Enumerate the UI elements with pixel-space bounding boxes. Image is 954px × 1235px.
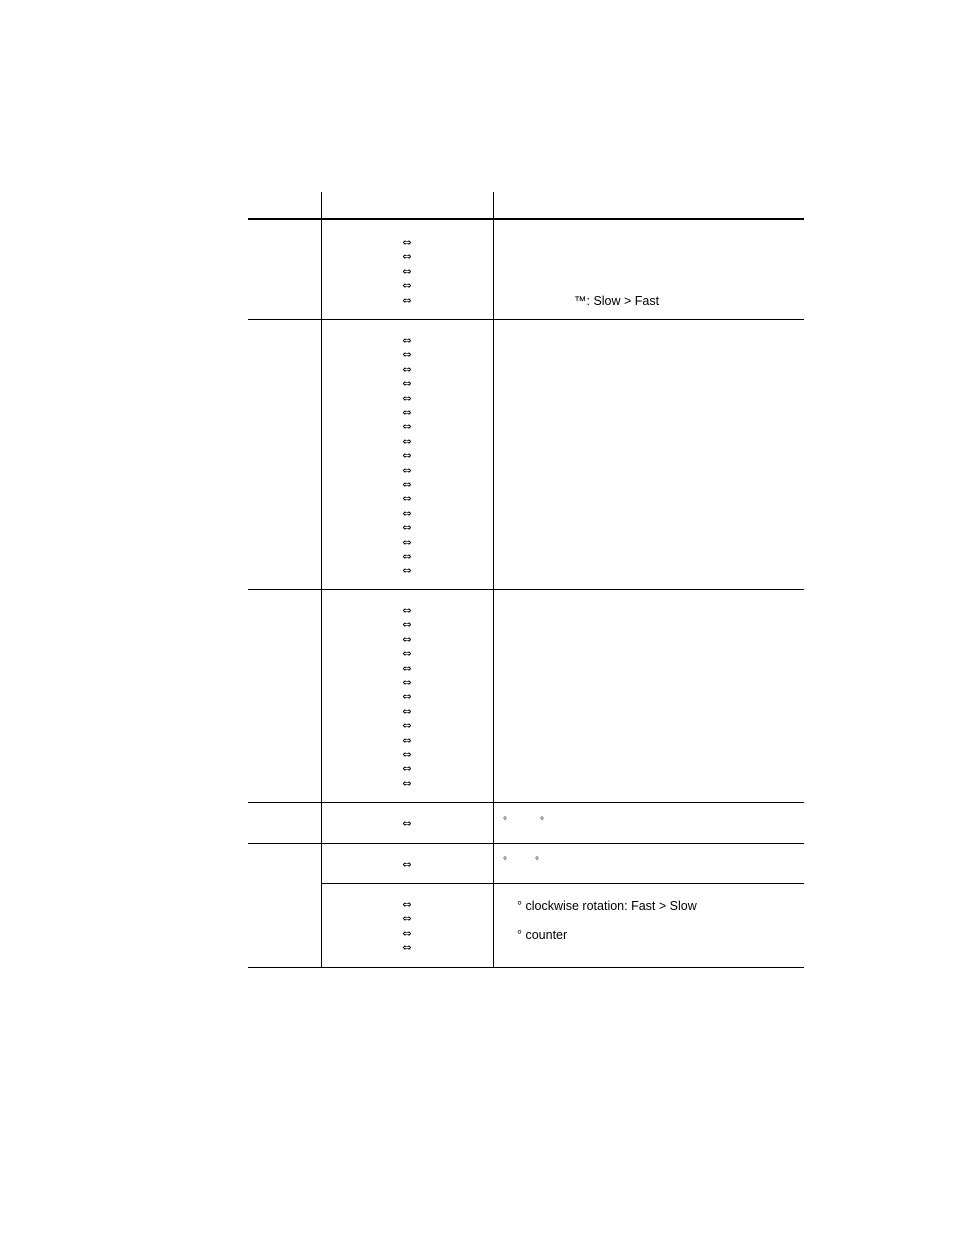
row-divider-3 (248, 802, 804, 803)
column-divider-2 (493, 192, 494, 968)
double-arrow-icon: ⇔ (402, 463, 412, 477)
double-arrow-icon: ⇔ (402, 676, 412, 689)
double-arrow-icon: ⇔ (402, 564, 412, 578)
header-rule (248, 218, 804, 220)
row-divider-5-sub (321, 883, 804, 884)
double-arrow-icon: ⇔ (402, 690, 412, 704)
double-arrow-icon: ⇔ (402, 478, 412, 491)
double-arrow-icon: ⇔ (402, 420, 412, 434)
double-arrow-icon: ⇔ (402, 449, 412, 463)
double-arrow-icon: ⇔ (402, 733, 412, 747)
double-arrow-icon: ⇔ (402, 362, 412, 376)
row-divider-1 (248, 319, 804, 320)
double-arrow-icon: ⇔ (402, 912, 412, 926)
double-arrow-icon: ⇔ (402, 391, 412, 405)
double-arrow-icon: ⇔ (402, 858, 412, 871)
double-arrow-icon: ⇔ (402, 279, 412, 293)
double-arrow-icon: ⇔ (402, 604, 412, 617)
double-arrow-icon: ⇔ (402, 535, 412, 549)
row5a-degree-1: ° (503, 856, 507, 867)
double-arrow-icon: ⇔ (402, 618, 412, 632)
double-arrow-icon: ⇔ (402, 704, 412, 718)
double-arrow-icon: ⇔ (402, 748, 412, 761)
double-arrow-icon: ⇔ (402, 250, 412, 264)
double-arrow-icon: ⇔ (402, 776, 412, 790)
double-arrow-icon: ⇔ (402, 661, 412, 675)
double-arrow-icon: ⇔ (402, 293, 412, 307)
double-arrow-icon: ⇔ (402, 632, 412, 646)
double-arrow-icon: ⇔ (402, 926, 412, 940)
row-divider-2 (248, 589, 804, 590)
table-bottom-rule (248, 967, 804, 968)
double-arrow-icon: ⇔ (402, 264, 412, 278)
double-arrow-icon: ⇔ (402, 521, 412, 535)
double-arrow-icon: ⇔ (402, 377, 412, 391)
double-arrow-icon: ⇔ (402, 898, 412, 911)
double-arrow-icon: ⇔ (402, 719, 412, 733)
row4-degree-1: ° (503, 816, 507, 827)
double-arrow-icon: ⇔ (402, 647, 412, 661)
row1-note: ™: Slow > Fast (574, 294, 660, 308)
row-divider-4 (248, 843, 804, 844)
double-arrow-icon: ⇔ (402, 492, 412, 506)
row5b-note-counter: ° counter (517, 928, 568, 942)
double-arrow-icon: ⇔ (402, 348, 412, 362)
row5b-note-clockwise: ° clockwise rotation: Fast > Slow (517, 899, 697, 913)
double-arrow-icon: ⇔ (402, 550, 412, 563)
double-arrow-icon: ⇔ (402, 941, 412, 955)
row5a-degree-2: ° (535, 856, 539, 867)
row4-degree-2: ° (540, 816, 544, 827)
double-arrow-icon: ⇔ (402, 434, 412, 448)
column-divider-1 (321, 192, 322, 968)
double-arrow-icon: ⇔ (402, 236, 412, 249)
double-arrow-icon: ⇔ (402, 506, 412, 520)
double-arrow-icon: ⇔ (402, 406, 412, 419)
double-arrow-icon: ⇔ (402, 817, 412, 830)
double-arrow-icon: ⇔ (402, 762, 412, 776)
double-arrow-icon: ⇔ (402, 334, 412, 347)
